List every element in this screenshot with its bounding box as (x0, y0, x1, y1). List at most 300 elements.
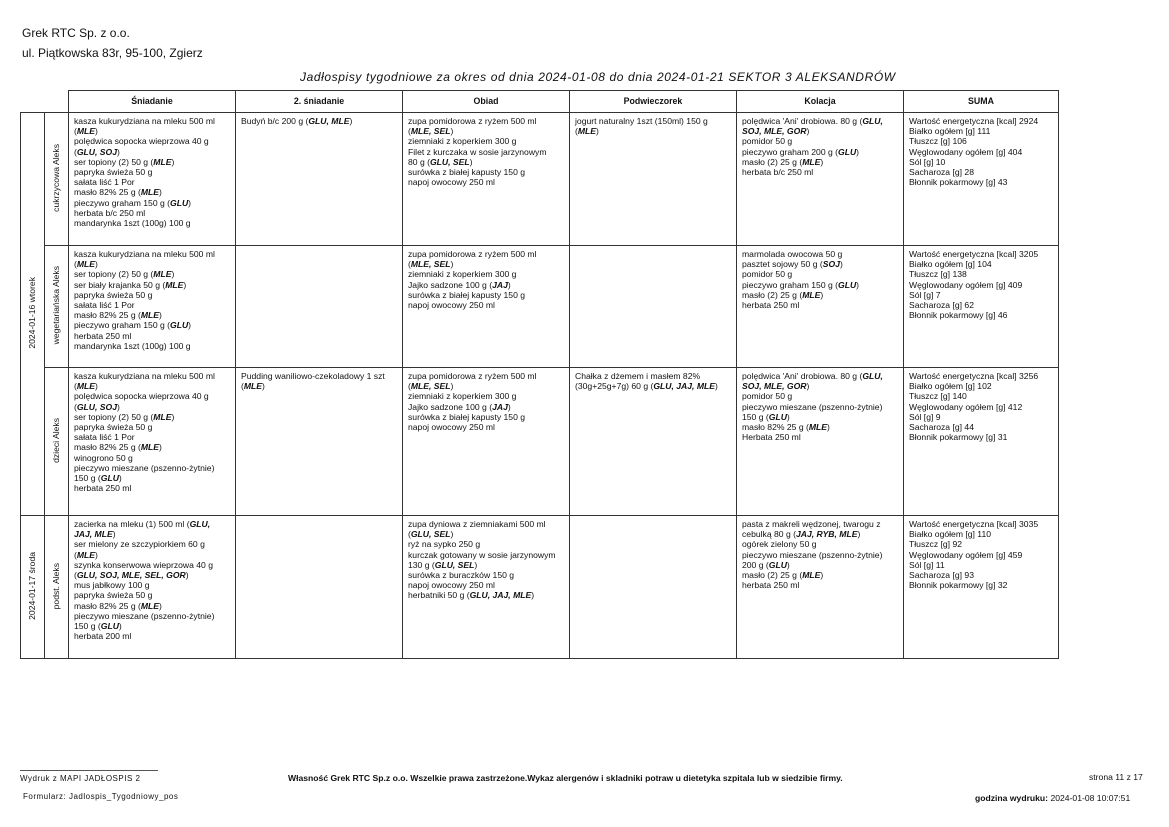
allergen-text: GLU (100, 473, 119, 484)
document-title: Jadłospisy tygodniowe za okres od dnia 2024-01-08 do dnia 2024-01-21 SEKTOR 3 ALEKSANDRÓW (300, 70, 896, 84)
day-label: 2024-01-16 wtorek (27, 277, 38, 349)
meal-cell-breakfast (69, 516, 236, 659)
meal-line (742, 157, 899, 167)
meal-line (909, 539, 1054, 549)
meal-line (241, 371, 398, 381)
meal-line (74, 432, 231, 442)
meal-text: ser topiony (2) 50 g ( (74, 269, 154, 280)
meal-text: Wartość energetyczna [kcal] 3256 (909, 371, 1039, 381)
meal-line (909, 259, 1054, 269)
meal-line (74, 341, 231, 351)
meal-cell-total (904, 246, 1059, 368)
meal-text: ( (74, 126, 77, 137)
allergen-text: GLU (170, 320, 189, 331)
ownership-notice: Własność Grek RTC Sp.z o.o. Wszelkie prawa zastrzeżone.Wykaz alergenów i skladniki potraw u dietetyka szpitala lub w siedzibie firmy. (288, 773, 843, 783)
company-info (22, 23, 203, 63)
meal-text: ) (159, 310, 162, 321)
meal-text: ) (159, 600, 162, 611)
meal-text: ) (806, 381, 810, 392)
meal-line (74, 453, 231, 463)
meal-text: sałata liść 1 Por (74, 300, 135, 311)
meal-text: Białko ogółem [g] 104 (909, 259, 992, 270)
meal-line (408, 422, 565, 432)
meal-text: papryka świeża 50 g (74, 167, 153, 178)
allergen-text: MLE (153, 156, 172, 167)
meal-line (408, 529, 565, 539)
column-header-second-breakfast: 2. śniadanie (236, 91, 403, 113)
meal-line (742, 167, 899, 177)
meal-line (909, 136, 1054, 146)
meal-cell-afternoon-snack (570, 246, 737, 368)
meal-text: surówka z białej kapusty 150 g (408, 411, 526, 422)
meal-line (74, 280, 231, 290)
meal-text: Sacharoza [g] 28 (909, 167, 974, 178)
meal-line (74, 381, 231, 391)
meal-line (909, 310, 1054, 320)
diet-cell (45, 368, 69, 516)
meal-text: ) (171, 411, 175, 422)
meal-text: pomidor 50 g (742, 269, 793, 280)
meal-line (408, 519, 565, 529)
meal-line (909, 167, 1054, 177)
meal-line (74, 483, 231, 493)
meal-line (74, 529, 231, 539)
meal-text: winogrono 50 g (74, 452, 133, 463)
allergen-text: MLE (140, 442, 160, 453)
meal-line (742, 539, 899, 549)
meal-text: 150 g ( (74, 473, 101, 484)
meal-text: ) (856, 146, 860, 157)
meal-text: Sól [g] 11 (909, 559, 945, 570)
diet-label: cukrzycowa Aleks (51, 143, 62, 212)
allergen-text: JAJ (492, 279, 508, 290)
allergen-text: MLE (243, 381, 263, 392)
meal-line (909, 116, 1054, 126)
meal-text: ( (408, 259, 411, 270)
allergen-text: MLE (802, 289, 821, 300)
meal-text: Błonnik pokarmowy [g] 31 (909, 432, 1008, 443)
meal-line (74, 402, 231, 412)
meal-line (909, 519, 1054, 529)
meal-text: marmolada owocowa 50 g (742, 249, 843, 259)
meal-line (74, 463, 231, 473)
meal-line (74, 290, 231, 300)
meal-line (742, 259, 899, 269)
meal-text: herbatniki 50 g ( (408, 590, 470, 601)
meal-line (909, 560, 1054, 570)
meal-line (408, 290, 565, 300)
meal-text: pieczywo mieszane (pszenno-żytnie) (742, 401, 883, 412)
meal-text: Węglowodany ogółem [g] 404 (909, 146, 1023, 157)
table-row (21, 246, 1059, 368)
meal-text: ser biały krajanka 50 g ( (74, 279, 166, 290)
allergen-text: GLU, SEL (429, 156, 470, 167)
meal-text: pieczywo graham 150 g ( (742, 279, 839, 290)
meal-text: ) (450, 381, 454, 392)
meal-line (74, 580, 231, 590)
meal-line (909, 529, 1054, 539)
allergen-text: MLE (802, 156, 821, 167)
meal-text: ( (74, 146, 77, 157)
meal-text: masło 82% 25 g ( (742, 422, 809, 433)
meal-text: ) (183, 279, 187, 290)
meal-line (909, 432, 1054, 442)
meal-cell-dinner (737, 516, 904, 659)
meal-line (408, 300, 565, 310)
allergen-text: GLU, SEL (434, 559, 475, 570)
weekly-menu-table (20, 90, 1059, 659)
meal-cell-lunch (403, 516, 570, 659)
meal-cell-breakfast (69, 113, 236, 246)
meal-text: Tłuszcz [g] 138 (909, 269, 967, 280)
meal-text: ) (857, 529, 861, 540)
meal-text: Białko ogółem [g] 111 (909, 126, 991, 137)
meal-line (408, 116, 565, 126)
allergen-text: GLU, (189, 519, 211, 529)
meal-text: Węglowodany ogółem [g] 459 (909, 549, 1023, 560)
meal-text: ser topiony (2) 50 g ( (74, 156, 154, 167)
meal-line (74, 550, 231, 560)
meal-text: ( (74, 401, 77, 412)
meal-line (74, 167, 231, 177)
meal-line (74, 601, 231, 611)
meal-line (742, 249, 899, 259)
meal-text: ) (188, 320, 192, 331)
meal-text: masło 82% 25 g ( (74, 187, 141, 198)
meal-text: mus jabłkowy 100 g (74, 580, 150, 591)
meal-text: sałata liść 1 Por (74, 177, 135, 188)
meal-text: (30g+25g+7g) 60 g ( (575, 381, 654, 392)
meal-text: napoj owocowy 250 ml (408, 300, 495, 311)
meal-text: Wartość energetyczna [kcal] 3035 (909, 519, 1039, 529)
allergen-text: SOJ (822, 259, 840, 270)
meal-line (74, 177, 231, 187)
column-header-breakfast: Śniadanie (69, 91, 236, 113)
table-row (21, 368, 1059, 516)
meal-line (408, 177, 565, 187)
allergen-text: GLU (768, 559, 787, 570)
meal-text: ryż na sypko 250 g (408, 539, 481, 550)
meal-text: ) (171, 156, 175, 167)
meal-text: pasta z makreli wędzonej, twarogu z (742, 519, 881, 529)
meal-text: pomidor 50 g (742, 136, 793, 147)
meal-text: masło (2) 25 g ( (742, 156, 803, 167)
meal-line (909, 126, 1054, 136)
meal-text: Jajko sadzone 100 g ( (408, 401, 493, 412)
meal-text: ziemniaki z koperkiem 300 g (408, 136, 517, 147)
meal-text: 80 g ( (408, 156, 430, 167)
meal-line (742, 269, 899, 279)
meal-text: ) (95, 259, 98, 270)
meal-cell-lunch (403, 113, 570, 246)
meal-text: polędwica sopocka wieprzowa 40 g (74, 136, 209, 147)
meal-text: Węglowodany ogółem [g] 409 (909, 279, 1023, 290)
column-header-dinner: Kolacja (737, 91, 904, 113)
meal-text: Tłuszcz [g] 106 (909, 136, 967, 147)
meal-text: napoj owocowy 250 ml (408, 422, 495, 433)
allergen-text: GLU (838, 146, 857, 157)
meal-text: masło (2) 25 g ( (742, 289, 803, 300)
meal-text: Jajko sadzone 100 g ( (408, 279, 493, 290)
meal-line (74, 570, 231, 580)
meal-line (241, 381, 398, 391)
allergen-text: GLU, JAJ, MLE (653, 381, 715, 392)
meal-line (74, 300, 231, 310)
meal-line (74, 590, 231, 600)
meal-text: polędwica sopocka wieprzowa 40 g (74, 391, 209, 402)
meal-text: napoj owocowy 250 ml (408, 580, 495, 591)
allergen-text: MLE (165, 279, 184, 290)
meal-line (74, 208, 231, 218)
meal-line (909, 147, 1054, 157)
meal-line (74, 269, 231, 279)
meal-text: ) (185, 570, 189, 581)
allergen-text: GLU, SOJ (76, 146, 117, 157)
meal-cell-afternoon-snack (570, 368, 737, 516)
meal-line (408, 550, 565, 560)
meal-text: ) (112, 529, 116, 540)
meal-line (909, 249, 1054, 259)
meal-text: ) (839, 259, 843, 270)
meal-text: ) (450, 126, 454, 137)
meal-line (74, 621, 231, 631)
meal-text: papryka świeża 50 g (74, 289, 153, 300)
meal-line (742, 136, 899, 146)
column-header-total: SUMA (904, 91, 1059, 113)
meal-line (909, 300, 1054, 310)
allergen-text: MLE (76, 126, 96, 137)
meal-text: surówka z białej kapusty 150 g (408, 167, 526, 178)
allergen-text: JAJ, RYB, MLE (795, 529, 858, 540)
meal-line (408, 560, 565, 570)
meal-text: papryka świeża 50 g (74, 422, 153, 433)
meal-text: ) (856, 279, 860, 290)
diet-label: wegetariańska Aleks (51, 266, 62, 345)
meal-line (575, 371, 732, 381)
allergen-text: MLE (808, 422, 828, 433)
day-label: 2024-01-17 środa (27, 551, 38, 620)
table-row (21, 113, 1059, 246)
header-blank (45, 91, 69, 113)
meal-text: ( (408, 529, 411, 540)
meal-text: ) (118, 473, 122, 484)
company-address: ul. Piątkowska 83r, 95-100, Zgierz (22, 46, 203, 60)
day-cell (21, 113, 45, 516)
meal-text: ) (349, 116, 353, 126)
table-row (21, 516, 1059, 659)
allergen-text: GLU (100, 621, 119, 632)
meal-line (74, 539, 231, 549)
meal-text: pasztet sojowy 50 g ( (742, 259, 823, 270)
meal-text: cebulką 80 g ( (742, 529, 796, 540)
meal-line (408, 167, 565, 177)
meal-line (909, 391, 1054, 401)
meal-text: ) (117, 146, 120, 157)
meal-cell-afternoon-snack (570, 113, 737, 246)
meal-line (74, 259, 231, 269)
allergen-text: MLE (140, 187, 160, 198)
meal-text: Sacharoza [g] 93 (909, 570, 974, 581)
meal-line (909, 381, 1054, 391)
meal-text: ) (118, 621, 122, 632)
allergen-text: MLE (140, 600, 160, 611)
meal-text: ) (171, 269, 175, 280)
meal-cell-second-breakfast (236, 113, 403, 246)
meal-text: ) (786, 411, 790, 422)
meal-line (742, 300, 899, 310)
meal-cell-dinner (737, 113, 904, 246)
meal-line (74, 371, 231, 381)
meal-line (742, 280, 899, 290)
meal-text: ziemniaki z koperkiem 300 g (408, 269, 517, 280)
meal-line (909, 412, 1054, 422)
meal-line (408, 570, 565, 580)
meal-text: surówka z białej kapusty 150 g (408, 289, 526, 300)
meal-text: pieczywo mieszane (pszenno-żytnie) (74, 462, 215, 473)
meal-text: kasza kukurydziana na mleku 500 ml (74, 371, 215, 381)
meal-text: szynka konserwowa wieprzowa 40 g (74, 559, 213, 570)
meal-text: ) (820, 289, 824, 300)
meal-line (742, 422, 899, 432)
meal-text: Sól [g] 10 (909, 156, 946, 167)
allergen-text: JAJ, MLE (74, 529, 113, 540)
meal-line (909, 422, 1054, 432)
meal-text: Błonnik pokarmowy [g] 32 (909, 580, 1008, 591)
meal-text: ) (469, 156, 473, 167)
meal-text: ) (95, 126, 98, 137)
meal-line (241, 116, 398, 126)
meal-text: Sacharoza [g] 62 (909, 300, 974, 311)
company-name: Grek RTC Sp. z o.o. (22, 26, 130, 40)
meal-line (742, 381, 899, 391)
meal-text: zupa pomidorowa z ryżem 500 ml (408, 116, 537, 126)
meal-line (575, 116, 732, 126)
meal-line (909, 371, 1054, 381)
meal-line (742, 432, 899, 442)
meal-text: 150 g ( (742, 411, 769, 422)
meal-line (909, 570, 1054, 580)
meal-text: 150 g ( (74, 621, 101, 632)
meal-text: herbata 250 ml (74, 330, 132, 341)
meal-text: ) (159, 187, 162, 198)
meal-line (74, 310, 231, 320)
meal-text: ) (531, 590, 535, 601)
meal-cell-second-breakfast (236, 246, 403, 368)
meal-text: polędwica 'Ani' drobiowa. 80 g ( (742, 116, 863, 126)
meal-text: zupa pomidorowa z ryżem 500 ml (408, 371, 537, 381)
meal-line (909, 580, 1054, 590)
meal-line (408, 371, 565, 381)
allergen-text: SOJ, MLE, GOR (742, 126, 807, 137)
meal-text: ) (450, 529, 454, 540)
meal-text: ogórek zielony 50 g (742, 539, 817, 550)
form-label: Formularz: Jadlospis_Tygodniowy_pos (23, 792, 179, 801)
meal-line (742, 402, 899, 412)
meal-line (742, 580, 899, 590)
meal-line (408, 249, 565, 259)
meal-text: polędwica 'Ani' drobiowa. 80 g ( (742, 371, 863, 381)
allergen-text: GLU, SOJ, MLE, SEL, GOR (76, 570, 186, 581)
meal-line (408, 402, 565, 412)
meal-text: Tłuszcz [g] 92 (909, 539, 963, 550)
meal-line (408, 147, 565, 157)
meal-text: herbata 250 ml (742, 580, 800, 591)
meal-text: Sacharoza [g] 44 (909, 422, 974, 433)
allergen-text: GLU, SOJ (76, 401, 117, 412)
allergen-text: MLE (76, 549, 96, 560)
allergen-text: GLU (838, 279, 857, 290)
meal-line (742, 290, 899, 300)
meal-text: sałata liść 1 Por (74, 432, 135, 443)
meal-text: pieczywo mieszane (pszenno-żytnie) (742, 549, 883, 560)
header-blank (21, 91, 45, 113)
allergen-text: MLE, SEL (410, 259, 451, 270)
meal-text: ) (159, 442, 162, 453)
meal-text: surówka z buraczków 150 g (408, 570, 515, 581)
meal-text: mandarynka 1szt (100g) 100 g (74, 218, 191, 229)
meal-text: ( (408, 381, 411, 392)
column-header-lunch: Obiad (403, 91, 570, 113)
meal-line (742, 550, 899, 560)
meal-cell-breakfast (69, 368, 236, 516)
meal-line (408, 391, 565, 401)
table-header-row (21, 91, 1059, 113)
meal-text: ( (408, 126, 411, 137)
meal-text: ) (806, 126, 810, 137)
meal-line (74, 412, 231, 422)
meal-cell-lunch (403, 246, 570, 368)
meal-line (909, 290, 1054, 300)
meal-line (408, 269, 565, 279)
meal-text: kurczak gotowany w sosie jarzynowym (408, 549, 556, 560)
meal-text: ) (714, 381, 718, 392)
meal-text: herbata b/c 250 ml (742, 167, 814, 178)
meal-text: ser mielony ze szczypiorkiem 60 g (74, 539, 205, 550)
print-time-label: godzina wydruku: (975, 793, 1049, 803)
meal-line (408, 381, 565, 391)
meal-line (742, 570, 899, 580)
meal-text: ( (575, 126, 578, 137)
allergen-text: GLU, (862, 371, 883, 381)
meal-line (742, 147, 899, 157)
meal-line (74, 187, 231, 197)
meal-text: ) (95, 381, 98, 392)
allergen-text: MLE (802, 570, 821, 581)
meal-text: zupa dyniowa z ziemniakami 500 ml (408, 519, 546, 529)
meal-line (909, 402, 1054, 412)
meal-text: 200 g ( (742, 559, 769, 570)
meal-line (74, 320, 231, 330)
meal-text: ) (262, 381, 265, 392)
meal-line (74, 116, 231, 126)
diet-label: dzieci Aleks (51, 417, 62, 463)
meal-line (742, 126, 899, 136)
meal-text: kasza kukurydziana na mleku 500 ml (74, 116, 215, 126)
meal-text: Wartość energetyczna [kcal] 2924 (909, 116, 1039, 126)
meal-text: ser topiony (2) 50 g ( (74, 411, 154, 422)
meal-text: ( (74, 381, 77, 392)
allergen-text: JAJ (492, 401, 508, 412)
meal-text: pomidor 50 g (742, 391, 793, 402)
meal-cell-total (904, 516, 1059, 659)
meal-text: Wartość energetyczna [kcal] 3205 (909, 249, 1039, 259)
meal-cell-dinner (737, 246, 904, 368)
meal-text: mandarynka 1szt (100g) 100 g (74, 340, 191, 351)
diet-label: podst. Aleks (51, 562, 62, 610)
meal-line (74, 631, 231, 641)
meal-line (74, 198, 231, 208)
meal-text: ) (827, 422, 830, 433)
